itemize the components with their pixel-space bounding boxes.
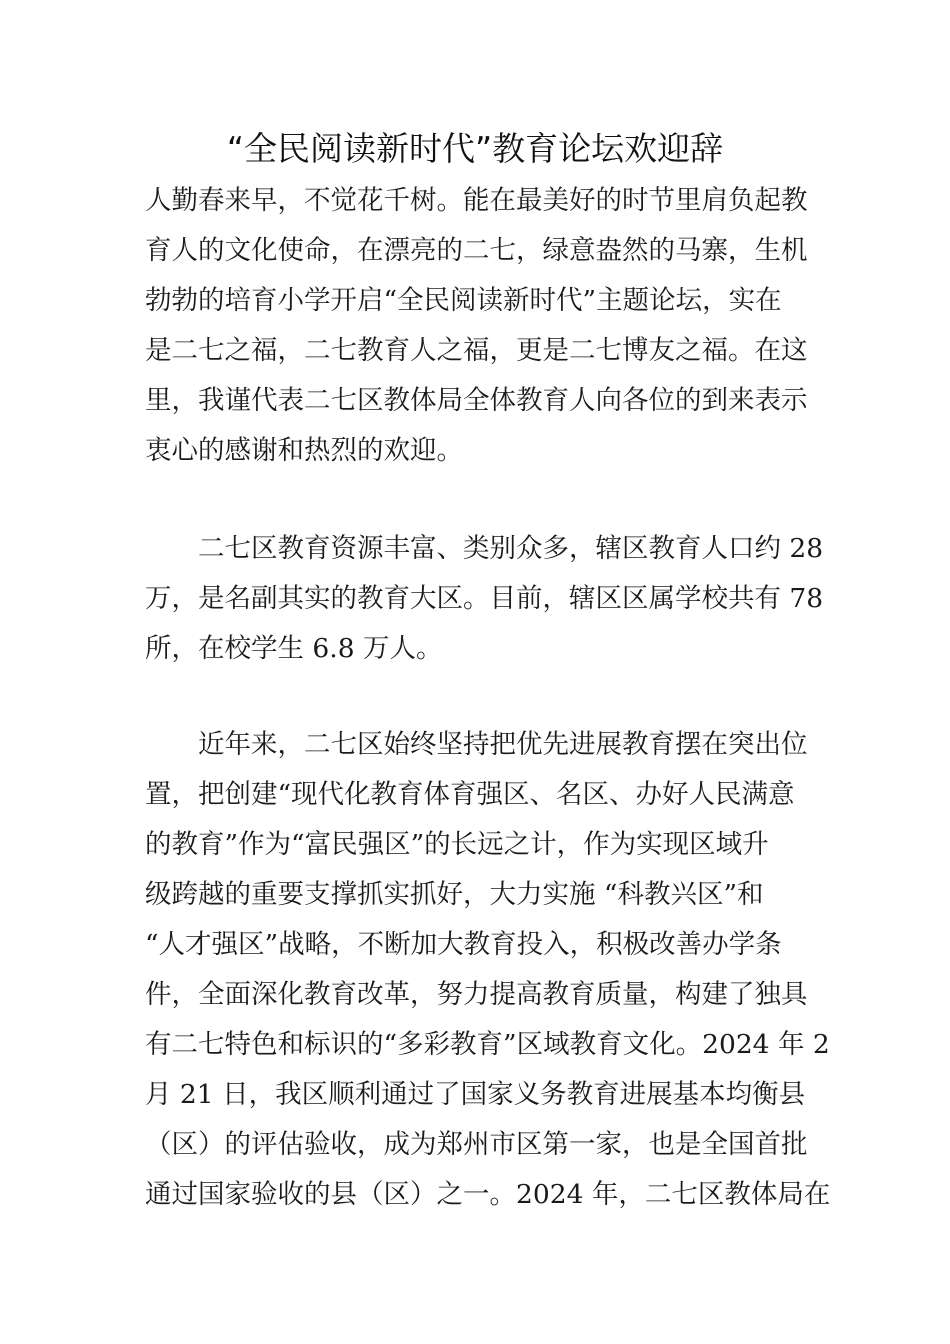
paragraph-line: （区）的评估验收，成为郑州市区第一家，也是全国首批 [145,1129,808,1160]
paragraph-line: 置，把创建“现代化教育体育强区、名区、办好人民满意 [145,779,795,810]
paragraph-line: 有二七特色和标识的“多彩教育”区域教育文化。2024 年 2 [145,1029,830,1060]
paragraph-line: “人才强区”战略，不断加大教育投入，积极改善办学条 [145,929,782,960]
paragraph-line: 近年来，二七区始终坚持把优先进展教育摆在突出位 [145,729,808,760]
paragraph-line: 人勤春来早，不觉花千树。能在最美好的时节里肩负起教 [145,185,808,216]
paragraph-line: 是二七之福，二七教育人之福，更是二七博友之福。在这 [145,335,808,366]
paragraph-line: 万，是名副其实的教育大区。目前，辖区区属学校共有 78 [145,583,824,614]
paragraph-line: 级跨越的重要支撑抓实抓好，大力实施 “科教兴区”和 [145,879,764,910]
paragraph-line: 的教育”作为“富民强区”的长远之计，作为实现区域升 [145,829,769,860]
paragraph-line: 所，在校学生 6.8 万人。 [145,633,443,664]
paragraph-welcome [145,176,807,476]
paragraph-line: 通过国家验收的县（区）之一。2024 年，二七区教体局在 [145,1179,831,1210]
paragraph-line: 里，我谨代表二七区教体局全体教育人向各位的到来表示 [145,385,808,416]
paragraph-line: 勃勃的培育小学开启“全民阅读新时代”主题论坛，实在 [145,285,782,316]
paragraph-resources [145,524,824,674]
document-title: “全民阅读新时代”教育论坛欢迎辞 [226,129,724,168]
paragraph-line: 件，全面深化教育改革，努力提高教育质量，构建了独具 [145,979,808,1010]
paragraph-line: 二七区教育资源丰富、类别众多，辖区教育人口约 28 [145,533,824,564]
paragraph-achievements [145,720,831,1220]
paragraph-line: 月 21 日，我区顺利通过了国家义务教育进展基本均衡县 [145,1079,806,1110]
paragraph-line: 衷心的感谢和热烈的欢迎。 [145,435,463,466]
paragraph-line: 育人的文化使命，在漂亮的二七，绿意盎然的马寨，生机 [145,235,808,266]
